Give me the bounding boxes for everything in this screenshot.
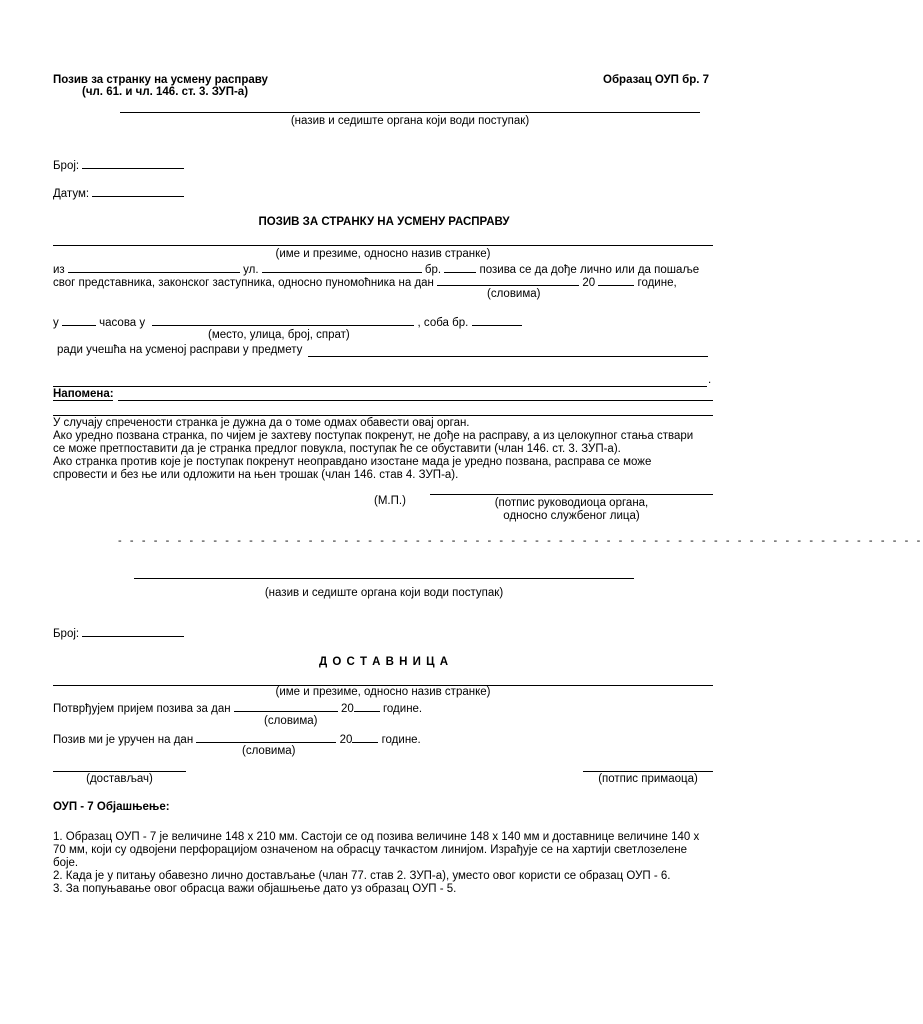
- explanation-line: боје.: [53, 857, 79, 869]
- number-field[interactable]: [82, 158, 184, 169]
- invite-text: позива се да дође лично или да пошаље: [479, 264, 700, 276]
- recipient-caption: (потпис примаоца): [598, 773, 698, 785]
- delivered-year-field[interactable]: [352, 732, 378, 743]
- street-label: ул.: [243, 264, 259, 276]
- explanation-line: 70 мм, који су одвојени перфорацијом означеном на обрасцу тачкастом линијом. Израђује се на хартији светлозелене: [53, 844, 688, 856]
- hour-field[interactable]: [62, 315, 96, 326]
- signature-caption-1: (потпис руководиоца органа,: [494, 497, 649, 509]
- house-number-field[interactable]: [444, 262, 476, 273]
- note-label-underline: [53, 400, 113, 401]
- explanation-line: 3. За попуњавање овог обрасца важи објашњење дато уз образац ОУП - 5.: [53, 883, 457, 895]
- representative-row: [53, 275, 677, 290]
- in-words-caption: (словима): [487, 288, 541, 300]
- party-caption: (име и презиме, односно назив странке): [275, 248, 491, 260]
- confirm-year-suffix: године.: [382, 703, 423, 715]
- perforation-line: - - - - - - - - - - - - - - - - - - - - - - - - - - - - - - - - - - - - - - - - - - - - - - - - - - - - - - - - - - - - - - - - - - - -: [118, 535, 923, 547]
- at-label: у: [53, 317, 59, 329]
- delivered-date-field[interactable]: [196, 732, 336, 743]
- house-number-label: бр.: [424, 264, 442, 276]
- time-place-row: [53, 315, 522, 330]
- city-field[interactable]: [68, 262, 240, 273]
- explanation-line: 2. Када је у питању обавезно лично достављање (члан 77. став 2. ЗУП-а), уместо овог користи се образац ОУП - 6.: [53, 870, 671, 882]
- representative-text: свог представника, законског заступника, односно пуномоћника на дан: [53, 277, 434, 289]
- delivery-organ-caption: (назив и седиште органа који води поступак): [264, 587, 504, 599]
- confirm-row: [53, 701, 422, 716]
- legal-reference: (чл. 61. и чл. 146. ст. 3. ЗУП-а): [82, 86, 249, 98]
- year-suffix: године,: [637, 277, 677, 289]
- delivered-text: Позив ми је уручен на дан: [53, 734, 194, 746]
- date-row: [53, 186, 184, 201]
- note-line: Ако странка против које је поступак покренут неоправдано изостане мада је уредно позвана, расправа се може: [53, 456, 652, 468]
- purpose-row: [57, 344, 302, 357]
- summons-heading: ПОЗИВ ЗА СТРАНКУ НА УСМЕНУ РАСПРАВУ: [258, 216, 510, 228]
- form-title: Позив за странку на усмену расправу: [53, 74, 268, 86]
- purpose-text: ради учешћа на усменој расправи у предмету: [57, 344, 303, 356]
- delivery-party-caption: (име и презиме, односно назив странке): [275, 686, 491, 698]
- number-label: Број:: [53, 160, 80, 172]
- delivery-number-field[interactable]: [82, 626, 184, 637]
- date-field[interactable]: [92, 186, 184, 197]
- note-line: У случају спречености странка је дужна да о томе одмах обавести овај орган.: [53, 417, 470, 429]
- note-line: Ако уредно позвана странка, по чијем је захтеву поступак покренут, не дође на расправу, а из целокупног стања ствари: [53, 430, 694, 442]
- delivered-year-suffix: године.: [381, 734, 421, 746]
- organ-caption: (назив и седиште органа који води поступак): [290, 115, 530, 127]
- delivery-heading: Д О С Т А В Н И Ц А: [318, 656, 450, 668]
- place-caption: (место, улица, број, спрат): [208, 329, 350, 341]
- confirm-year-prefix: 20: [340, 703, 354, 715]
- explanation-title: ОУП - 7 Објашњење:: [53, 801, 170, 813]
- signature-caption-2: односно службеног лица): [503, 510, 640, 522]
- delivered-in-words-caption: (словима): [242, 745, 296, 757]
- confirm-in-words-caption: (словима): [264, 715, 318, 727]
- number-row: [53, 158, 184, 173]
- note-line: се може претпоставити да је странка предлог повукла, поступак ће се обуставити (члан 146. ст. 3. ЗУП-а).: [53, 443, 621, 455]
- delivery-number-label: Број:: [53, 628, 80, 640]
- confirm-year-field[interactable]: [354, 701, 380, 712]
- street-field[interactable]: [262, 262, 422, 273]
- from-label: из: [53, 264, 65, 276]
- note-line: спровести и без ње или одложити на њен трошак (члан 146. став 4. ЗУП-а).: [53, 469, 459, 481]
- hours-at-label: часова у: [99, 317, 146, 329]
- year-prefix: 20: [582, 277, 596, 289]
- official-signature-field[interactable]: [430, 494, 713, 495]
- recipient-signature-field[interactable]: [583, 771, 713, 772]
- case-subject-field[interactable]: [308, 356, 708, 357]
- delivered-year-prefix: 20: [339, 734, 353, 746]
- party-name-field[interactable]: [53, 245, 713, 246]
- note-field-2[interactable]: [53, 415, 713, 416]
- form-number: Образац ОУП бр. 7: [603, 74, 710, 86]
- deliverer-caption: (достављач): [86, 773, 153, 785]
- note-label: Напомена:: [53, 388, 114, 400]
- explanation-line: 1. Образац ОУП - 7 је величине 148 х 210 мм. Састоји се од позива величине 148 х 140 мм и доставнице величине 140 х: [53, 831, 700, 843]
- delivery-number-row: [53, 626, 184, 641]
- deliverer-signature-field[interactable]: [53, 771, 186, 772]
- date-label: Датум:: [53, 188, 90, 200]
- delivery-organ-field[interactable]: [134, 578, 634, 579]
- note-field[interactable]: [118, 400, 713, 401]
- confirm-text: Потврђујем пријем позива за дан: [53, 703, 231, 715]
- stamp-mark: (М.П.): [374, 495, 406, 507]
- delivered-row: [53, 732, 421, 747]
- period-mark: .: [708, 374, 712, 386]
- room-field[interactable]: [472, 315, 522, 326]
- confirm-date-field[interactable]: [234, 701, 338, 712]
- hearing-date-field[interactable]: [437, 275, 579, 286]
- year-field[interactable]: [598, 275, 634, 286]
- case-subject-field-2[interactable]: [53, 386, 707, 387]
- place-field[interactable]: [152, 315, 414, 326]
- organ-name-field[interactable]: [120, 112, 700, 113]
- room-label: , соба бр.: [417, 317, 469, 329]
